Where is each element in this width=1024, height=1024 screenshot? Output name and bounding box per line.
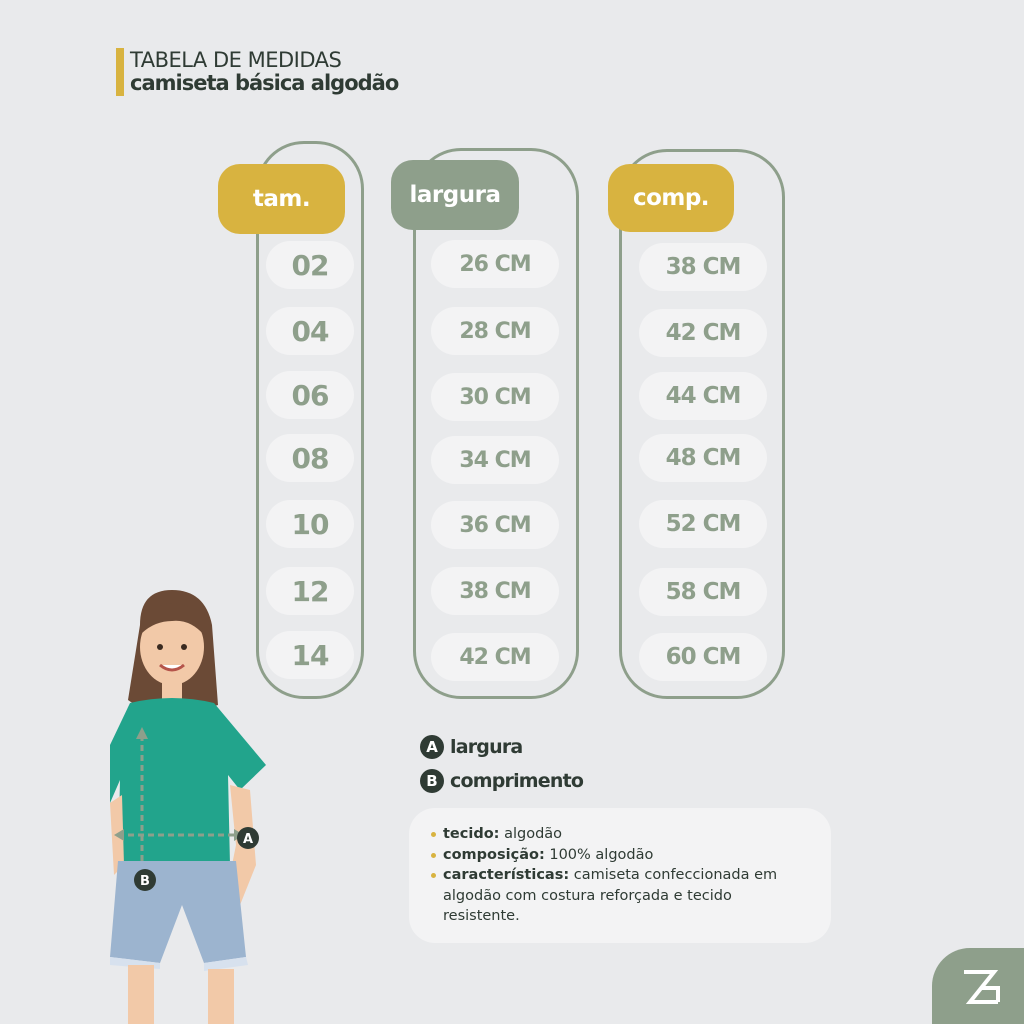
width-cell: 28 CM — [431, 307, 559, 355]
width-cell: 36 CM — [431, 501, 559, 549]
legend-a-label: largura — [450, 736, 523, 758]
info-item — [431, 845, 811, 866]
info-item — [431, 865, 811, 927]
info-text: 100% algodão — [544, 846, 654, 863]
product-info-box — [409, 808, 831, 943]
bullet-dot-icon — [431, 873, 436, 878]
width-cell: 34 CM — [431, 436, 559, 484]
column-header-length: comp. — [608, 164, 734, 232]
length-cell: 38 CM — [639, 243, 767, 291]
brand-logo — [932, 948, 1024, 1024]
bullet-dot-icon — [431, 832, 436, 837]
info-key: tecido: — [443, 826, 500, 842]
size-cell: 14 — [266, 631, 354, 679]
size-cell: 06 — [266, 371, 354, 419]
z-brand-logo-icon — [960, 966, 1004, 1010]
width-cell: 42 CM — [431, 633, 559, 681]
info-text: camiseta confeccionada em algodão com costura reforçada e tecido resistente. — [443, 867, 778, 924]
column-header-size: tam. — [218, 164, 345, 234]
length-cell: 42 CM — [639, 309, 767, 357]
size-cell: 02 — [266, 241, 354, 289]
title-accent-bar — [116, 48, 124, 96]
length-cell: 60 CM — [639, 633, 767, 681]
info-key: composição: — [443, 846, 545, 863]
size-cell: 10 — [266, 500, 354, 548]
legend-b — [420, 769, 583, 793]
legend-a-badge: A — [420, 735, 444, 759]
legend-a — [420, 735, 522, 759]
info-text: algodão — [499, 826, 563, 842]
info-item — [431, 824, 811, 845]
length-cell: 44 CM — [639, 372, 767, 420]
column-width-outline — [413, 148, 579, 699]
legend-b-label: comprimento — [450, 770, 584, 792]
child-photo — [100, 585, 280, 1024]
marker-a-label: A — [242, 832, 254, 847]
title-line-1: TABELA DE MEDIDAS — [130, 48, 342, 72]
legend-b-badge: B — [420, 769, 444, 793]
marker-b-label: B — [140, 874, 150, 889]
info-key: características: — [443, 867, 570, 883]
column-header-width: largura — [391, 160, 519, 230]
bullet-dot-icon — [431, 853, 436, 858]
title-line-2: camiseta básica algodão — [130, 71, 399, 95]
size-cell: 08 — [266, 434, 354, 482]
length-cell: 52 CM — [639, 500, 767, 548]
width-cell: 26 CM — [431, 240, 559, 288]
size-cell: 12 — [266, 567, 354, 615]
size-cell: 04 — [266, 307, 354, 355]
width-cell: 30 CM — [431, 373, 559, 421]
width-cell: 38 CM — [431, 567, 559, 615]
length-cell: 48 CM — [639, 434, 767, 482]
length-cell: 58 CM — [639, 568, 767, 616]
